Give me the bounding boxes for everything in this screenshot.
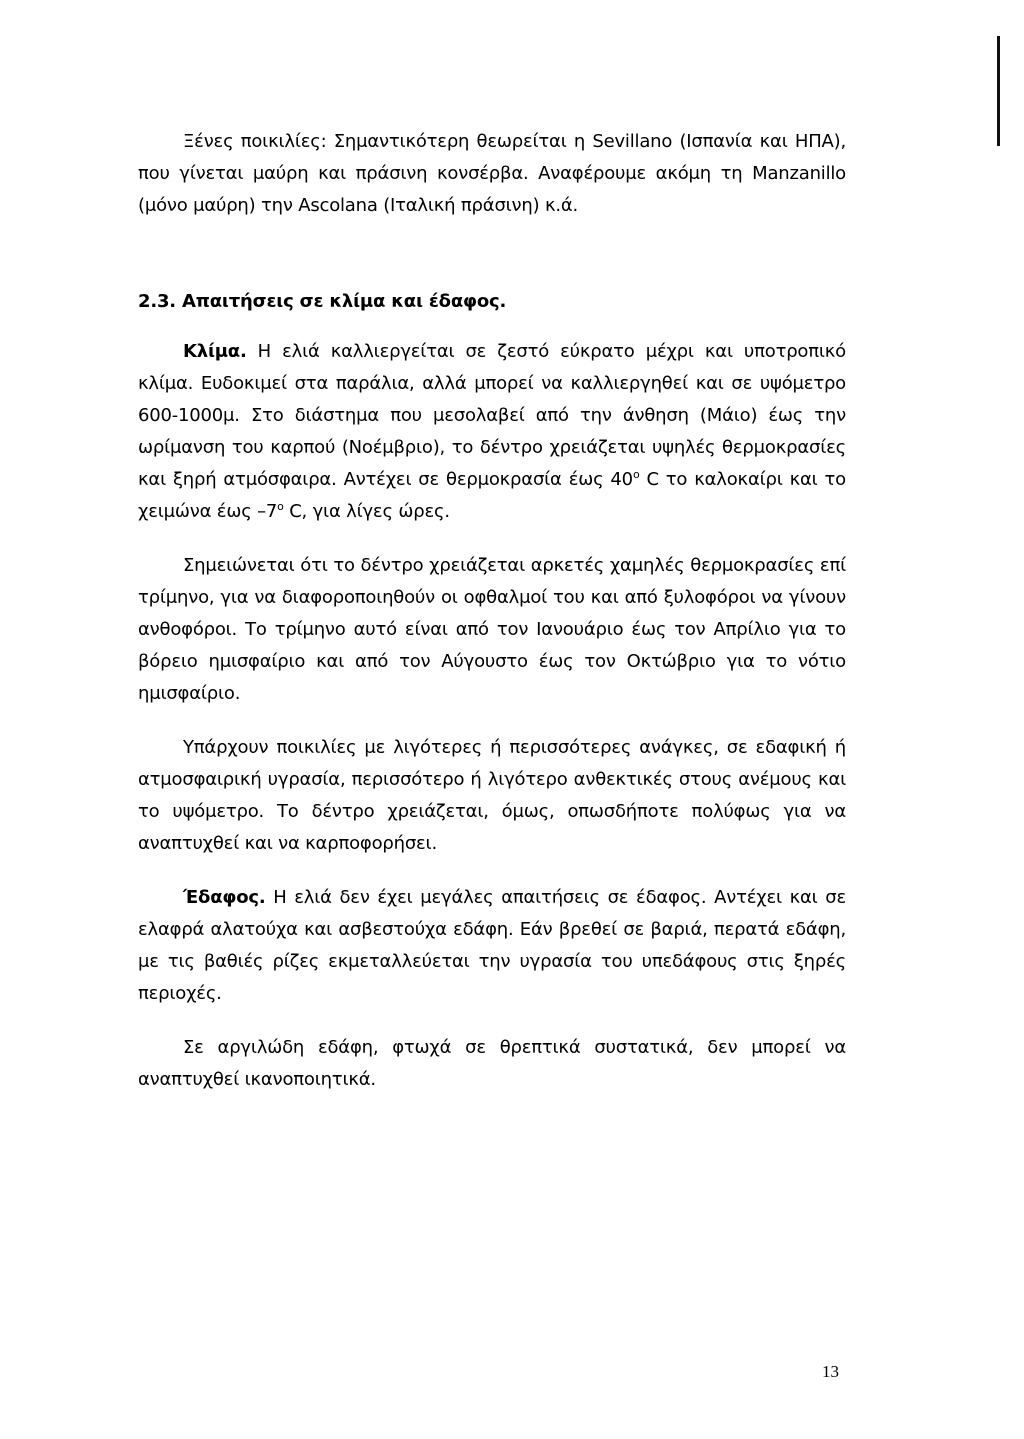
page-number: 13 (822, 1362, 839, 1381)
scan-edge-mark (997, 36, 1000, 146)
paragraph-soil (138, 882, 846, 1010)
section-heading: 2.3. Απαιτήσεις σε κλίμα και έδαφος. (138, 291, 507, 312)
climate-text: Η ελιά καλλιεργείται σε ζεστό εύκρατο μέχρι και υποτροπικό κλίμα. Ευδοκιμεί στα παράλια, αλλά μπορεί να καλλιεργηθεί και σε υψόμετρο 600-1000μ. Στο διάστημα που μεσολαβεί από την άνθηση (Μάιο) έως την ωρίμανση του καρπού (Νοέμβριο), το δέντρο χρειάζεται υψηλές θερμοκρασίες και ξηρή ατμόσφαιρα. Αντέχει σε θερμοκρασία έως 40 (138, 341, 846, 490)
climate-label: Κλίμα. (183, 341, 247, 362)
climate-text-mid: C το καλοκαίρι και το χειμώνα έως –7 (138, 469, 846, 522)
paragraph-climate (138, 336, 846, 528)
soil-text: Η ελιά δεν έχει μεγάλες απαιτήσεις σε έδαφος. Αντέχει και σε ελαφρά αλατούχα και ασβεστούχα εδάφη. Εάν βρεθεί σε βαριά, περατά εδάφη, με τις βαθιές ρίζες εκμεταλλεύεται την υγρασία του υπεδάφους στις ξηρές περιοχές. (138, 887, 846, 1004)
soil-label: Έδαφος. (183, 887, 266, 908)
paragraph-foreign-varieties: Ξένες ποικιλίες: Σημαντικότερη θεωρείται η Sevillano (Ισπανία και ΗΠΑ), που γίνεται μαύρη και πράσινη κονσέρβα. Αναφέρουμε ακόμη τη Manzanillo (μόνο μαύρη) την Ascolana (Ιταλική πράσινη) κ.ά. (138, 131, 846, 216)
paragraph-varieties-needs: Υπάρχουν ποικιλίες με λιγότερες ή περισσότερες ανάγκες, σε εδαφική ή ατμοσφαιρική υγρασία, περισσότερο ή λιγότερο ανθεκτικές στους ανέμους και το υψόμετρο. Το δέντρο χρειάζεται, όμως, οπωσδήποτε πολύφως για να αναπτυχθεί και να καρποφορήσει. (138, 737, 846, 854)
degree-mark: ο (632, 468, 640, 481)
climate-text-end: C, για λίγες ώρες. (283, 501, 450, 522)
degree-mark: ο (277, 500, 284, 513)
paragraph-chill-requirement: Σημειώνεται ότι το δέντρο χρειάζεται αρκετές χαμηλές θερμοκρασίες επί τρίμηνο, για να διαφοροποιηθούν οι οφθαλμοί του και από ξυλοφόροι να γίνουν ανθοφόροι. Το τρίμηνο αυτό είναι από τον Ιανουάριο έως τον Απρίλιο για το βόρειο ημισφαίριο και από τον Αύγουστο έως τον Οκτώβριο για το νότιο ημισφαίριο. (138, 555, 846, 704)
page-content (138, 126, 846, 1096)
paragraph-clay-soil: Σε αργιλώδη εδάφη, φτωχά σε θρεπτικά συστατικά, δεν μπορεί να αναπτυχθεί ικανοποιητικά. (138, 1037, 846, 1090)
